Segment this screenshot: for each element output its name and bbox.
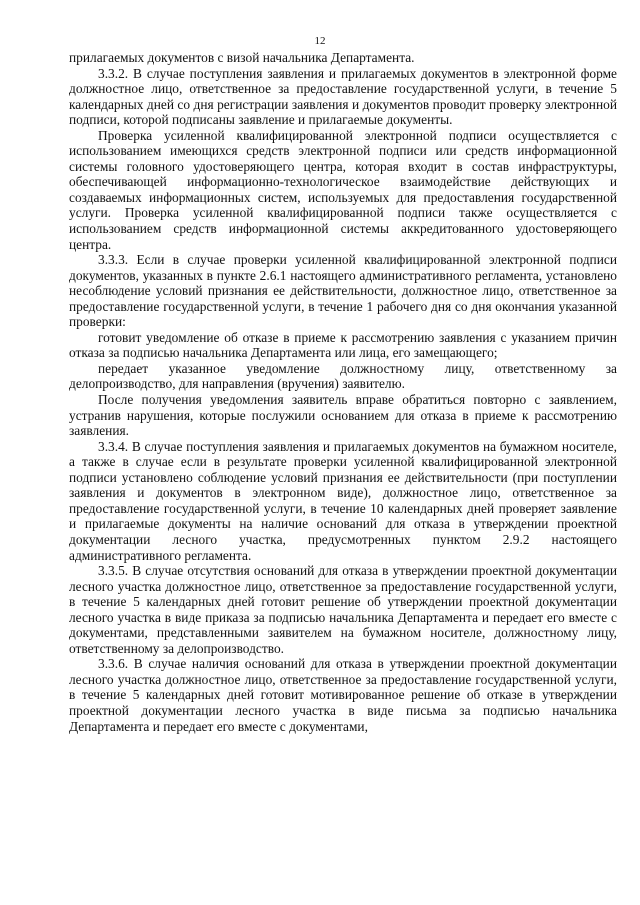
paragraph: 3.3.3. Если в случае проверки усиленной квалифицированной электронной подписи документов, указанных в пункте 2.6.1 настоящего административного регламента, установлено несоблюдение условий признания ее действительности, должностное лицо, ответственное за предоставление государственной услуги, в течение 1 рабочего дня со дня окончания указанной проверки: <box>69 252 617 330</box>
paragraph: 3.3.2. В случае поступления заявления и прилагаемых документов в электронной форме должностное лицо, ответственное за предоставление государственной услуги, в течение 5 календарных дней со дня регистрации заявления и документов проводит проверку электронной подписи, которой подписаны заявление и прилагаемые документы. <box>69 65 617 128</box>
paragraph: передает указанное уведомление должностному лицу, ответственному за делопроизводство, для направления (вручения) заявителю. <box>69 360 617 392</box>
paragraph: прилагаемых документов с визой начальника Департамента. <box>69 50 415 65</box>
paragraph: Проверка усиленной квалифицированной электронной подписи осуществляется с использованием имеющихся средств электронной подписи или средств информационной системы головного удостоверяющего центра, которая входит в состав инфраструктуры, обеспечивающей информационно-технологическое взаимодействие действующих и создаваемых информационных систем, используемых для предоставления государственной услуги. Проверка усиленной квалифицированной подписи также осуществляется с использованием средств информационной системы аккредитованного удостоверяющего центра. <box>69 127 617 252</box>
paragraph: 3.3.4. В случае поступления заявления и прилагаемых документов на бумажном носителе, а также в случае если в результате проверки усиленной квалифицированной электронной подписи установлено соблюдение условий признания ее действительности (при поступлении заявления и документов в электронном виде), должностное лицо, ответственное за предоставление государственной услуги, в течение 10 календарных дней проверяет заявление и прилагаемые документы на наличие оснований для отказа в утверждении проектной документации лесного участка, предусмотренных пунктом 2.9.2 настоящего административного регламента. <box>69 438 617 563</box>
page-number: 12 <box>314 35 326 47</box>
document-body <box>69 50 617 734</box>
paragraph: 3.3.5. В случае отсутствия оснований для отказа в утверждении проектной документации лесного участка должностное лицо, ответственное за предоставление государственной услуги, в течение 5 календарных дней готовит решение об утверждении проектной документации лесного участка в виде приказа за подписью начальника Департамента и передает его вместе с документами, представленными заявителем на бумажном носителе, должностному лицу, ответственному за делопроизводство. <box>69 563 617 656</box>
paragraph: 3.3.6. В случае наличия оснований для отказа в утверждении проектной документации лесного участка должностное лицо, ответственное за предоставление государственной услуги, в течение 5 календарных дней готовит мотивированное решение об отказе в утверждении проектной документации лесного участка в виде письма за подписью начальника Департамента и передает его вместе с документами, <box>69 656 617 734</box>
paragraph: готовит уведомление об отказе в приеме к рассмотрению заявления с указанием причин отказа за подписью начальника Департамента или лица, его замещающего; <box>69 329 617 361</box>
paragraph: После получения уведомления заявитель вправе обратиться повторно с заявлением, устранив нарушения, которые послужили основанием для отказа в приеме к рассмотрению заявления. <box>69 392 617 439</box>
